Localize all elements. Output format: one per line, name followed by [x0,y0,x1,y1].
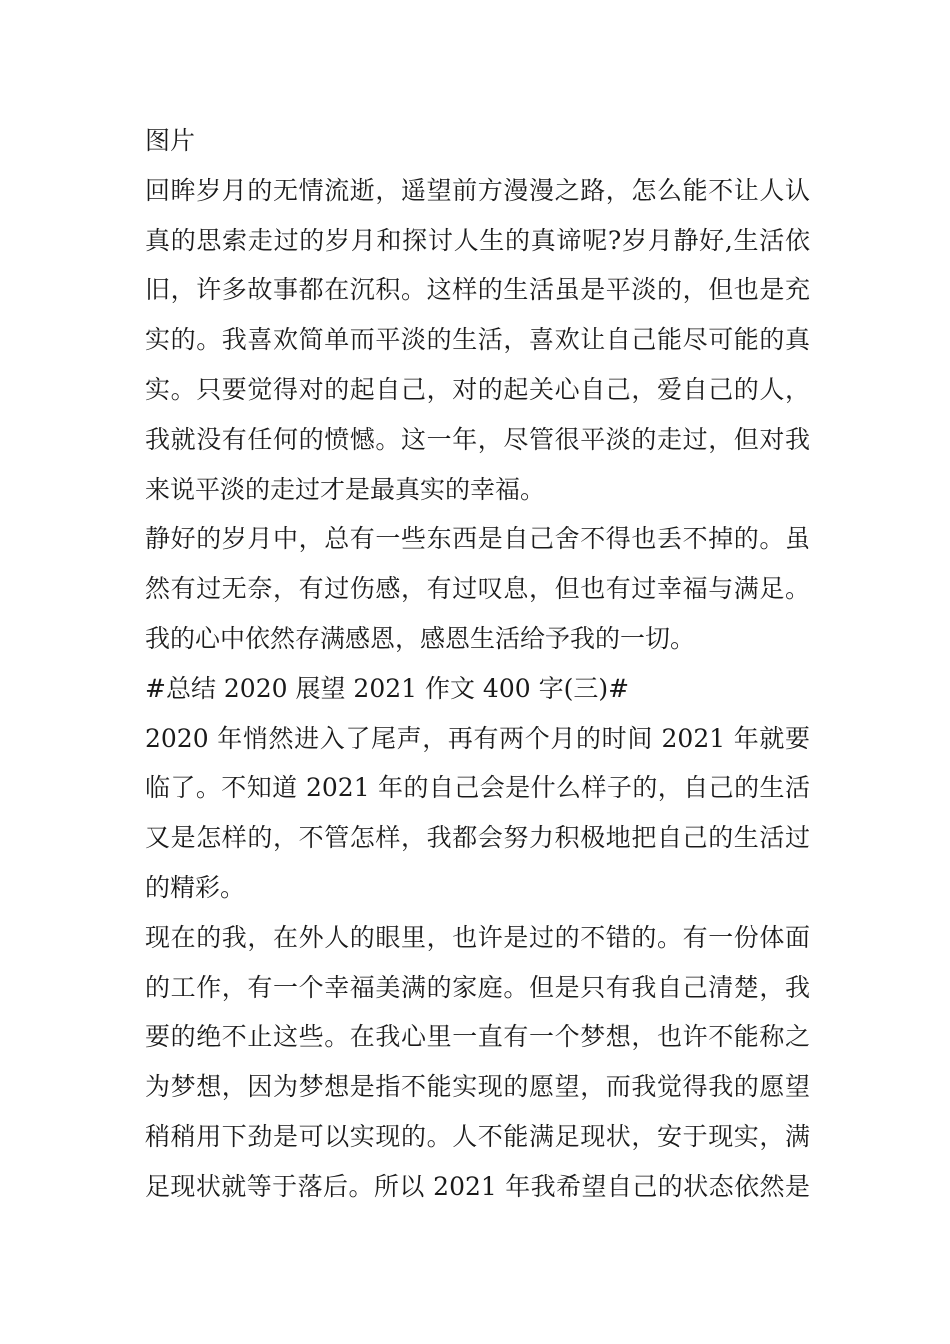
text-line: 回眸岁月的无情流逝，遥望前方漫漫之路，怎么能不让人认 [145,175,810,205]
text-line: 临了。不知道 2021 年的自己会是什么样子的，自己的生活 [145,773,810,803]
text-line: 2020 年悄然进入了尾声，再有两个月的时间 2021 年就要 [145,723,810,753]
text-line: 我就没有任何的愤憾。这一年，尽管很平淡的走过，但对我 [145,424,810,454]
text-line: 又是怎样的，不管怎样，我都会努力积极地把自己的生活过 [145,823,810,853]
text-line: 静好的岁月中，总有一些东西是自己舍不得也丢不掉的。虽 [145,524,810,554]
text-line: 真的思索走过的岁月和探讨人生的真谛呢?岁月静好,生活依 [145,225,810,255]
text-line: 然有过无奈，有过伤感，有过叹息，但也有过幸福与满足。 [145,574,810,604]
text-line: 足现状就等于落后。所以 2021 年我希望自己的状态依然是 [145,1171,810,1201]
text-line: 来说平淡的走过才是最真实的幸福。 [145,474,546,504]
text-line: 我的心中依然存满感恩，感恩生活给予我的一切。 [145,623,696,653]
text-line: 实的。我喜欢简单而平淡的生活，喜欢让自己能尽可能的真 [145,325,810,355]
text-line: 现在的我，在外人的眼里，也许是过的不错的。有一份体面 [145,922,810,952]
image-caption: 图片 [145,126,196,155]
text-line: 实。只要觉得对的起自己，对的起关心自己，爱自己的人， [145,374,810,404]
section-heading: #总结 2020 展望 2021 作文 400 字(三)# [145,673,630,703]
text-line: 为梦想，因为梦想是指不能实现的愿望，而我觉得我的愿望 [145,1072,810,1102]
document-body [145,116,810,1212]
text-line: 的精彩。 [145,872,246,902]
text-line: 的工作，有一个幸福美满的家庭。但是只有我自己清楚，我 [145,972,810,1002]
text-line: 稍稍用下劲是可以实现的。人不能满足现状，安于现实，满 [145,1121,810,1151]
text-line: 要的绝不止这些。在我心里一直有一个梦想，也许不能称之 [145,1022,810,1052]
text-line: 旧，许多故事都在沉积。这样的生活虽是平淡的，但也是充 [145,275,810,305]
